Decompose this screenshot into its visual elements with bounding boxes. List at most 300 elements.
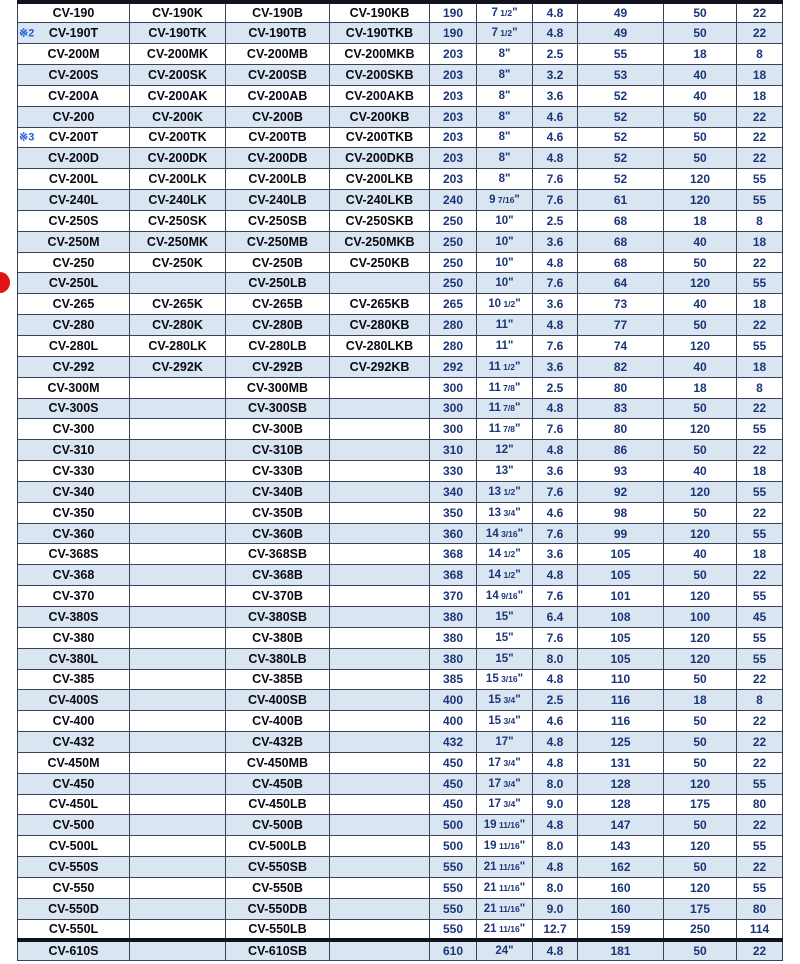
inch-mark: " — [508, 631, 514, 644]
inch-mark: " — [512, 7, 518, 20]
cell-thickness: 4.8 — [533, 857, 578, 878]
cell-dia-inch — [477, 356, 533, 377]
cell-model-k — [130, 919, 226, 940]
cell-value-a: 68 — [578, 210, 664, 231]
cell-thickness: 3.6 — [533, 356, 578, 377]
cell-dia-mm: 550 — [430, 919, 477, 940]
cell-model-b: CV-380LB — [226, 648, 330, 669]
cell-value-c: 22 — [737, 127, 783, 148]
cell-model — [18, 273, 130, 294]
cell-value-a: 128 — [578, 773, 664, 794]
cell-model-b: CV-200DB — [226, 148, 330, 169]
cell-model-kb: CV-190TKB — [330, 23, 430, 44]
inch-mark: " — [508, 464, 514, 477]
cell-dia-inch — [477, 127, 533, 148]
cell-dia-inch — [477, 398, 533, 419]
inch-whole: 12 — [495, 444, 509, 457]
cell-model — [18, 336, 130, 357]
cell-model — [18, 231, 130, 252]
cell-dia-inch — [477, 294, 533, 315]
model-name: CV-292 — [52, 359, 95, 374]
cell-value-c: 22 — [737, 815, 783, 836]
cell-model-b: CV-200B — [226, 106, 330, 127]
inch-mark: " — [515, 715, 521, 728]
inch-fraction: 11/16 — [496, 820, 520, 831]
inch-mark: " — [504, 48, 511, 61]
model-name: CV-380L — [48, 651, 99, 666]
model-name: CV-550D — [48, 901, 99, 916]
cell-value-c: 18 — [737, 544, 783, 565]
inch-mark: " — [507, 339, 514, 352]
cell-value-b: 120 — [664, 586, 737, 607]
inch-fraction: 1/2 — [500, 361, 515, 372]
cell-model-k: CV-200DK — [130, 148, 226, 169]
cell-model-kb — [330, 481, 430, 502]
cell-thickness: 7.6 — [533, 523, 578, 544]
inch-fraction: 1/2 — [501, 486, 516, 497]
cell-value-b: 100 — [664, 606, 737, 627]
cell-dia-inch — [477, 169, 533, 190]
cell-dia-inch — [477, 877, 533, 898]
cell-value-c: 8 — [737, 690, 783, 711]
inch-whole: 10 — [495, 256, 509, 269]
cell-dia-mm: 380 — [430, 627, 477, 648]
cell-dia-mm: 368 — [430, 544, 477, 565]
cell-thickness: 7.6 — [533, 481, 578, 502]
cell-thickness: 4.8 — [533, 252, 578, 273]
table-row — [18, 606, 783, 627]
cell-model-k — [130, 669, 226, 690]
cell-model-b: CV-280LB — [226, 336, 330, 357]
table-row — [18, 815, 783, 836]
cell-thickness: 2.5 — [533, 690, 578, 711]
inch-fraction: 7/8 — [500, 424, 515, 435]
table-row — [18, 919, 783, 940]
model-name: CV-265 — [52, 297, 95, 312]
cell-value-a: 73 — [578, 294, 664, 315]
model-name: CV-380 — [52, 630, 95, 645]
cell-thickness: 7.6 — [533, 336, 578, 357]
cell-model — [18, 627, 130, 648]
cell-value-a: 53 — [578, 65, 664, 86]
inch-mark: " — [515, 777, 521, 790]
table-row — [18, 231, 783, 252]
cell-model-kb: CV-190KB — [330, 2, 430, 23]
cell-model-k — [130, 461, 226, 482]
cell-dia-inch — [477, 2, 533, 23]
cell-model — [18, 690, 130, 711]
note-marker: ※3 — [19, 131, 35, 144]
inch-mark: " — [508, 256, 514, 269]
inch-fraction: 1/2 — [501, 299, 516, 310]
cell-value-a: 83 — [578, 398, 664, 419]
cell-thickness: 4.8 — [533, 565, 578, 586]
inch-fraction: 1/2 — [497, 28, 513, 39]
inch-fraction: 9/16 — [498, 591, 518, 602]
cell-model-kb — [330, 940, 430, 961]
cell-model-k — [130, 502, 226, 523]
cell-dia-inch — [477, 315, 533, 336]
inch-fraction: 3/4 — [501, 757, 516, 768]
cell-thickness: 9.0 — [533, 898, 578, 919]
cell-model-b: CV-380B — [226, 627, 330, 648]
cell-value-b: 120 — [664, 481, 737, 502]
inch-fraction: 1/2 — [497, 8, 513, 19]
inch-mark: " — [515, 798, 521, 811]
cell-value-b: 50 — [664, 857, 737, 878]
inch-whole: 14 — [485, 527, 499, 540]
cell-value-b: 250 — [664, 919, 737, 940]
cell-value-a: 64 — [578, 273, 664, 294]
table-row — [18, 440, 783, 461]
table-row — [18, 23, 783, 44]
inch-whole: 11 — [488, 381, 501, 394]
cell-model-k — [130, 898, 226, 919]
cell-model-kb: CV-200AKB — [330, 85, 430, 106]
table-row — [18, 544, 783, 565]
cell-model-b: CV-550LB — [226, 919, 330, 940]
cell-value-a: 80 — [578, 377, 664, 398]
cell-model-k — [130, 877, 226, 898]
cell-value-a: 162 — [578, 857, 664, 878]
cell-thickness: 4.6 — [533, 711, 578, 732]
inch-mark: " — [514, 402, 521, 415]
cell-model-b: CV-610SB — [226, 940, 330, 961]
cell-dia-mm: 400 — [430, 711, 477, 732]
cell-thickness: 4.8 — [533, 398, 578, 419]
table-row — [18, 836, 783, 857]
inch-whole: 8 — [498, 152, 505, 165]
cell-model-b: CV-265B — [226, 294, 330, 315]
table-row — [18, 669, 783, 690]
table-row — [18, 190, 783, 211]
table-row — [18, 481, 783, 502]
model-name: CV-450M — [47, 755, 100, 770]
table-row — [18, 315, 783, 336]
cell-dia-mm: 203 — [430, 44, 477, 65]
inch-whole: 15 — [485, 673, 499, 686]
cell-model-b: CV-550SB — [226, 857, 330, 878]
cell-value-a: 52 — [578, 85, 664, 106]
cell-thickness: 4.8 — [533, 815, 578, 836]
inch-whole: 15 — [488, 694, 502, 707]
cell-model-kb: CV-200LKB — [330, 169, 430, 190]
inch-mark: " — [504, 110, 511, 123]
cell-value-c: 22 — [737, 398, 783, 419]
inch-mark: " — [508, 235, 514, 248]
table-row — [18, 523, 783, 544]
cell-model-b: CV-500LB — [226, 836, 330, 857]
cell-model-kb — [330, 773, 430, 794]
cell-model — [18, 877, 130, 898]
table-row — [18, 210, 783, 231]
table-row — [18, 148, 783, 169]
cell-model-k — [130, 690, 226, 711]
inch-whole: 8 — [498, 48, 505, 61]
cell-dia-inch — [477, 502, 533, 523]
model-name: CV-350 — [52, 505, 95, 520]
cell-value-c: 22 — [737, 732, 783, 753]
cell-model-b: CV-200SB — [226, 65, 330, 86]
cell-value-b: 50 — [664, 502, 737, 523]
cell-value-a: 52 — [578, 169, 664, 190]
cell-model-b: CV-340B — [226, 481, 330, 502]
cell-dia-inch — [477, 794, 533, 815]
table-row — [18, 106, 783, 127]
table-row — [18, 44, 783, 65]
cell-model-k: CV-250K — [130, 252, 226, 273]
inch-whole: 7 — [491, 7, 498, 20]
cell-model-b: CV-250MB — [226, 231, 330, 252]
inch-fraction: 7/8 — [500, 403, 515, 414]
cell-value-a: 105 — [578, 565, 664, 586]
cell-dia-mm: 190 — [430, 2, 477, 23]
cell-thickness: 7.6 — [533, 627, 578, 648]
cell-value-a: 55 — [578, 44, 664, 65]
cell-dia-mm: 350 — [430, 502, 477, 523]
cell-dia-mm: 250 — [430, 252, 477, 273]
cell-thickness: 8.0 — [533, 648, 578, 669]
cell-model-kb — [330, 732, 430, 753]
cell-value-b: 50 — [664, 440, 737, 461]
cell-thickness: 4.8 — [533, 440, 578, 461]
model-name: CV-400S — [48, 693, 99, 708]
inch-whole: 8 — [498, 68, 505, 81]
cell-model-b: CV-300MB — [226, 377, 330, 398]
cell-model-k — [130, 273, 226, 294]
cell-model-b: CV-385B — [226, 669, 330, 690]
inch-whole: 14 — [488, 569, 502, 582]
cell-thickness: 6.4 — [533, 606, 578, 627]
cell-model — [18, 481, 130, 502]
model-name: CV-250L — [48, 276, 99, 291]
model-name: CV-280 — [52, 318, 95, 333]
inch-mark: " — [519, 819, 526, 832]
cell-value-c: 22 — [737, 502, 783, 523]
model-name: CV-200M — [47, 47, 100, 62]
inch-fraction: 7/8 — [500, 382, 515, 393]
cell-value-b: 50 — [664, 732, 737, 753]
inch-mark: " — [519, 881, 526, 894]
inch-mark: " — [515, 756, 521, 769]
inch-fraction: 11/16 — [496, 841, 520, 852]
cell-value-c: 22 — [737, 106, 783, 127]
model-name: CV-500L — [48, 839, 99, 854]
cell-model-k — [130, 586, 226, 607]
inch-whole: 11 — [495, 339, 508, 352]
cell-value-c: 8 — [737, 210, 783, 231]
note-marker: ※2 — [19, 27, 35, 40]
cell-dia-mm: 203 — [430, 148, 477, 169]
cell-model-b: CV-400B — [226, 711, 330, 732]
cell-value-b: 50 — [664, 148, 737, 169]
table-row — [18, 377, 783, 398]
cell-value-b: 40 — [664, 231, 737, 252]
cell-model-kb — [330, 398, 430, 419]
cell-dia-mm: 550 — [430, 877, 477, 898]
cell-value-c: 80 — [737, 794, 783, 815]
cell-model-b: CV-200TB — [226, 127, 330, 148]
cell-value-a: 105 — [578, 648, 664, 669]
inch-whole: 11 — [488, 423, 501, 436]
cell-dia-mm: 340 — [430, 481, 477, 502]
table-row — [18, 294, 783, 315]
cell-model-b: CV-400SB — [226, 690, 330, 711]
model-name: CV-450L — [48, 797, 99, 812]
cell-value-b: 120 — [664, 877, 737, 898]
cell-value-a: 98 — [578, 502, 664, 523]
cell-model-k: CV-250SK — [130, 210, 226, 231]
cell-thickness: 4.8 — [533, 669, 578, 690]
cell-value-a: 93 — [578, 461, 664, 482]
cell-model — [18, 127, 130, 148]
inch-whole: 21 — [483, 922, 497, 935]
cell-thickness: 3.6 — [533, 85, 578, 106]
cell-model-k — [130, 836, 226, 857]
cell-value-a: 68 — [578, 231, 664, 252]
model-name: CV-240L — [48, 193, 99, 208]
cell-value-a: 128 — [578, 794, 664, 815]
cell-dia-mm: 400 — [430, 690, 477, 711]
cell-model-kb: CV-250KB — [330, 252, 430, 273]
cell-model-kb — [330, 815, 430, 836]
inch-whole: 10 — [495, 277, 509, 290]
cell-value-b: 40 — [664, 294, 737, 315]
model-name: CV-368S — [48, 547, 99, 562]
table-row — [18, 356, 783, 377]
cell-model — [18, 919, 130, 940]
cell-model-kb — [330, 711, 430, 732]
cell-model-b: CV-250SB — [226, 210, 330, 231]
cell-value-b: 18 — [664, 44, 737, 65]
inch-fraction: 3/16 — [498, 528, 518, 539]
cell-value-c: 55 — [737, 419, 783, 440]
inch-mark: " — [514, 423, 521, 436]
cell-model-kb: CV-200DKB — [330, 148, 430, 169]
cell-thickness: 3.6 — [533, 231, 578, 252]
cell-model — [18, 148, 130, 169]
inch-whole: 17 — [488, 777, 502, 790]
cell-model-b: CV-450B — [226, 773, 330, 794]
cell-thickness: 4.6 — [533, 502, 578, 523]
cell-model-k — [130, 752, 226, 773]
cell-dia-mm: 380 — [430, 648, 477, 669]
cell-value-a: 105 — [578, 627, 664, 648]
inch-mark: " — [517, 673, 524, 686]
cell-value-b: 175 — [664, 898, 737, 919]
inch-fraction: 3/4 — [501, 799, 516, 810]
inch-whole: 10 — [495, 235, 509, 248]
cell-value-b: 50 — [664, 315, 737, 336]
cell-value-b: 50 — [664, 252, 737, 273]
cell-model-b: CV-280B — [226, 315, 330, 336]
cell-thickness: 2.5 — [533, 44, 578, 65]
cell-model — [18, 523, 130, 544]
inch-whole: 15 — [488, 715, 502, 728]
cell-value-b: 120 — [664, 169, 737, 190]
cell-thickness: 3.6 — [533, 461, 578, 482]
cell-model-k — [130, 440, 226, 461]
cell-dia-inch — [477, 627, 533, 648]
cell-value-c: 55 — [737, 627, 783, 648]
cell-model — [18, 732, 130, 753]
cell-value-a: 92 — [578, 481, 664, 502]
cell-value-c: 18 — [737, 231, 783, 252]
model-name: CV-340 — [52, 484, 95, 499]
table-row — [18, 65, 783, 86]
inch-whole: 9 — [489, 194, 496, 207]
table-row — [18, 85, 783, 106]
table-row — [18, 794, 783, 815]
cell-model — [18, 419, 130, 440]
cell-value-c: 55 — [737, 773, 783, 794]
inch-mark: " — [515, 298, 521, 311]
cell-model-kb — [330, 648, 430, 669]
cell-dia-inch — [477, 65, 533, 86]
inch-fraction: 3/4 — [501, 695, 516, 706]
inch-whole: 10 — [488, 298, 502, 311]
cell-value-a: 131 — [578, 752, 664, 773]
model-name: CV-190T — [48, 26, 99, 41]
cell-value-a: 116 — [578, 690, 664, 711]
cell-model-b: CV-368B — [226, 565, 330, 586]
cell-value-a: 105 — [578, 544, 664, 565]
cell-value-a: 160 — [578, 877, 664, 898]
model-name: CV-330 — [52, 463, 95, 478]
model-name: CV-610S — [48, 944, 99, 959]
cell-model-kb — [330, 273, 430, 294]
cell-dia-inch — [477, 210, 533, 231]
table-row — [18, 398, 783, 419]
cell-thickness: 7.6 — [533, 169, 578, 190]
cell-model — [18, 294, 130, 315]
cell-thickness: 3.2 — [533, 65, 578, 86]
cell-model-kb — [330, 669, 430, 690]
cell-model-b: CV-200LB — [226, 169, 330, 190]
cell-thickness: 7.6 — [533, 273, 578, 294]
cell-model-k — [130, 815, 226, 836]
inch-whole: 21 — [483, 861, 497, 874]
cell-dia-inch — [477, 836, 533, 857]
cell-model-b: CV-300B — [226, 419, 330, 440]
inch-mark: " — [504, 131, 511, 144]
inch-mark: " — [517, 527, 524, 540]
cell-model-b: CV-550B — [226, 877, 330, 898]
cell-model-kb: CV-200TKB — [330, 127, 430, 148]
cell-thickness: 7.6 — [533, 190, 578, 211]
table-row — [18, 940, 783, 961]
cell-dia-mm: 300 — [430, 419, 477, 440]
cell-dia-inch — [477, 148, 533, 169]
inch-whole: 8 — [498, 89, 505, 102]
inch-fraction: 1/2 — [501, 570, 516, 581]
cell-model-k — [130, 627, 226, 648]
cell-model-k: CV-200TK — [130, 127, 226, 148]
cell-value-c: 22 — [737, 857, 783, 878]
cell-value-a: 77 — [578, 315, 664, 336]
cell-value-c: 55 — [737, 836, 783, 857]
cell-value-b: 120 — [664, 523, 737, 544]
inch-fraction: 3/4 — [501, 507, 516, 518]
inch-mark: " — [519, 902, 526, 915]
inch-whole: 15 — [495, 631, 509, 644]
cell-thickness: 7.6 — [533, 586, 578, 607]
cell-dia-inch — [477, 377, 533, 398]
cell-value-c: 22 — [737, 252, 783, 273]
cell-dia-inch — [477, 648, 533, 669]
inch-mark: " — [507, 319, 514, 332]
inch-whole: 14 — [488, 548, 502, 561]
